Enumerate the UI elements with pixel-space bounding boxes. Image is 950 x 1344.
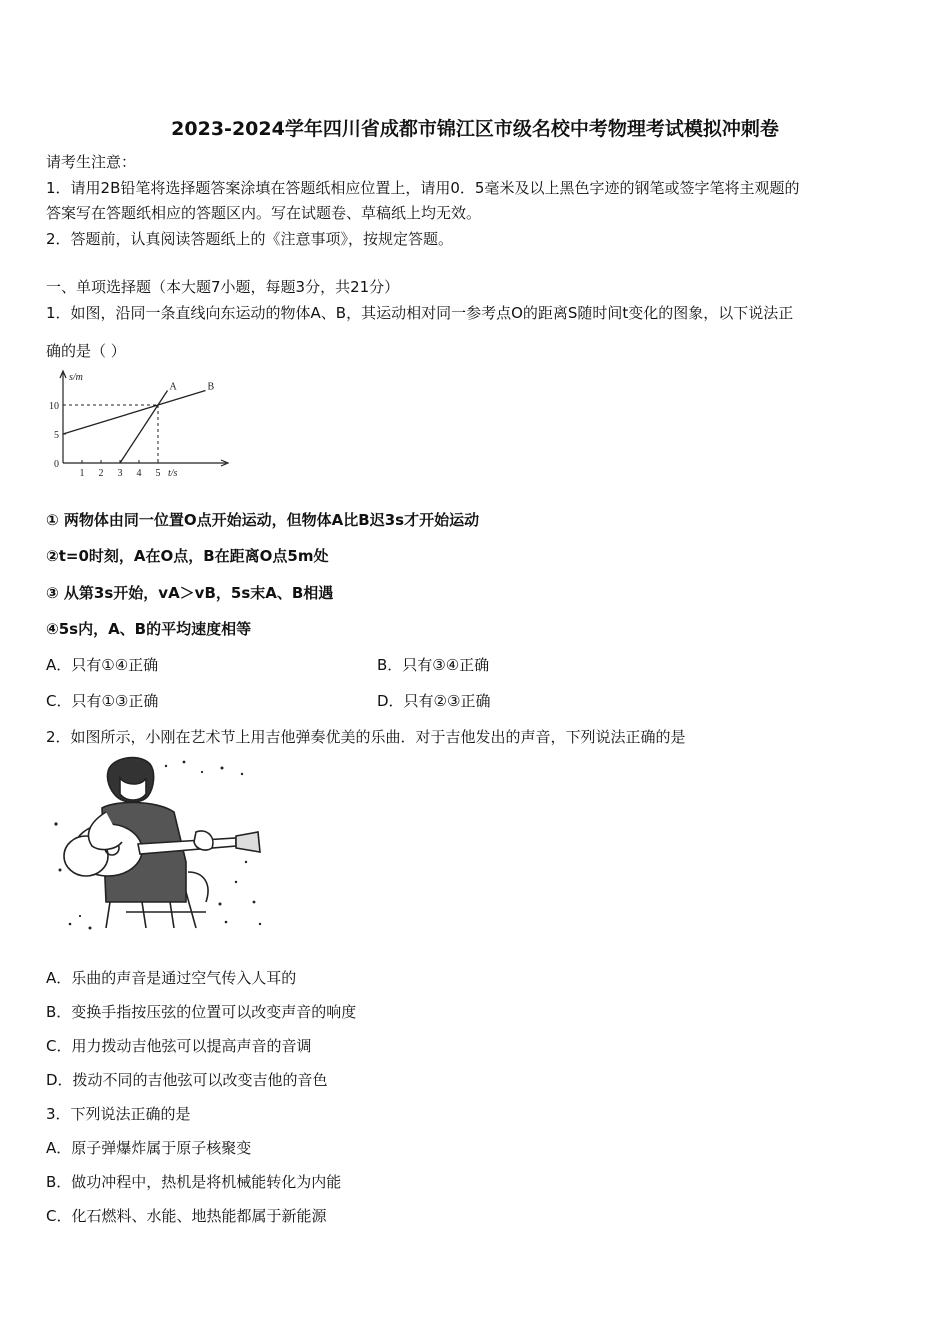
- series-line-b: [63, 391, 206, 435]
- origin-label: 0: [54, 459, 59, 470]
- notice-item-1-line-2: 答案写在答题纸相应的答题区内。写在试题卷、草稿纸上均无效。: [46, 204, 482, 222]
- q1-statement-4: ④5s内，A、B的平均速度相等: [46, 620, 252, 638]
- q3-option-c[interactable]: C．化石燃料、水能、地热能都属于新能源: [46, 1207, 327, 1225]
- q2-option-a[interactable]: A．乐曲的声音是通过空气传入人耳的: [46, 969, 297, 987]
- y-tick-label: 5: [54, 430, 59, 441]
- q1-option-b[interactable]: B．只有③④正确: [377, 656, 490, 674]
- q3-stem: 3．下列说法正确的是: [46, 1105, 191, 1123]
- q1-option-a[interactable]: A．只有①④正确: [46, 656, 159, 674]
- x-tick-label: 4: [136, 468, 142, 479]
- x-tick-label: 2: [98, 468, 104, 479]
- y-axis-label: s/m: [69, 372, 83, 383]
- page-title: 2023-2024学年四川省成都市锦江区市级名校中考物理考试模拟冲刺卷: [171, 118, 779, 140]
- series-line-a: [120, 391, 168, 464]
- q2-option-b[interactable]: B．变换手指按压弦的位置可以改变声音的响度: [46, 1003, 357, 1021]
- q3-option-a[interactable]: A．原子弹爆炸属于原子核聚变: [46, 1139, 252, 1157]
- q2-option-d[interactable]: D．拨动不同的吉他弦可以改变吉他的音色: [46, 1071, 328, 1089]
- x-tick-label: 3: [117, 468, 123, 479]
- notice-item-1-line-1: 1．请用2B铅笔将选择题答案涂填在答题纸相应位置上，请用0．5毫米及以上黑色字迹的钢笔或签字笔将主观题的: [46, 179, 800, 197]
- section-heading: 一、单项选择题（本大题7小题，每题3分，共21分）: [46, 278, 400, 296]
- x-tick-label: 1: [79, 468, 85, 479]
- q1-stem-line-2: 确的是（ ）: [46, 342, 126, 360]
- q3-option-b[interactable]: B．做功冲程中，热机是将机械能转化为内能: [46, 1173, 342, 1191]
- q1-statement-2: ②t=0时刻，A在O点，B在距离O点5m处: [46, 547, 329, 565]
- guitar-player-illustration: [46, 752, 276, 938]
- notice-heading: 请考生注意：: [46, 153, 137, 171]
- q1-stem-line-1: 1．如图，沿同一条直线向东运动的物体A、B，其运动相对同一参考点O的距离S随时间t变化的图象，以下说法正: [46, 304, 794, 322]
- q1-option-d[interactable]: D．只有②③正确: [377, 692, 491, 710]
- x-tick-label: 5: [155, 468, 161, 479]
- q1-statement-3: ③ 从第3s开始，vA＞vB，5s末A、B相遇: [46, 584, 334, 602]
- notice-item-2: 2．答题前，认真阅读答题纸上的《注意事项》，按规定答题。: [46, 230, 454, 248]
- q2-stem: 2．如图所示，小刚在艺术节上用吉他弹奏优美的乐曲．对于吉他发出的声音，下列说法正确的是: [46, 728, 686, 746]
- y-tick-label: 10: [49, 401, 59, 412]
- series-label-b: B: [207, 381, 215, 393]
- x-axis-label: t/s: [168, 468, 178, 479]
- q2-option-c[interactable]: C．用力拨动吉他弦可以提高声音的音调: [46, 1037, 312, 1055]
- q1-statement-1: ① 两物体由同一位置O点开始运动，但物体A比B迟3s才开始运动: [46, 511, 480, 529]
- q1-option-c[interactable]: C．只有①③正确: [46, 692, 159, 710]
- series-label-a: A: [169, 381, 177, 393]
- q1-position-time-graph: [46, 368, 236, 480]
